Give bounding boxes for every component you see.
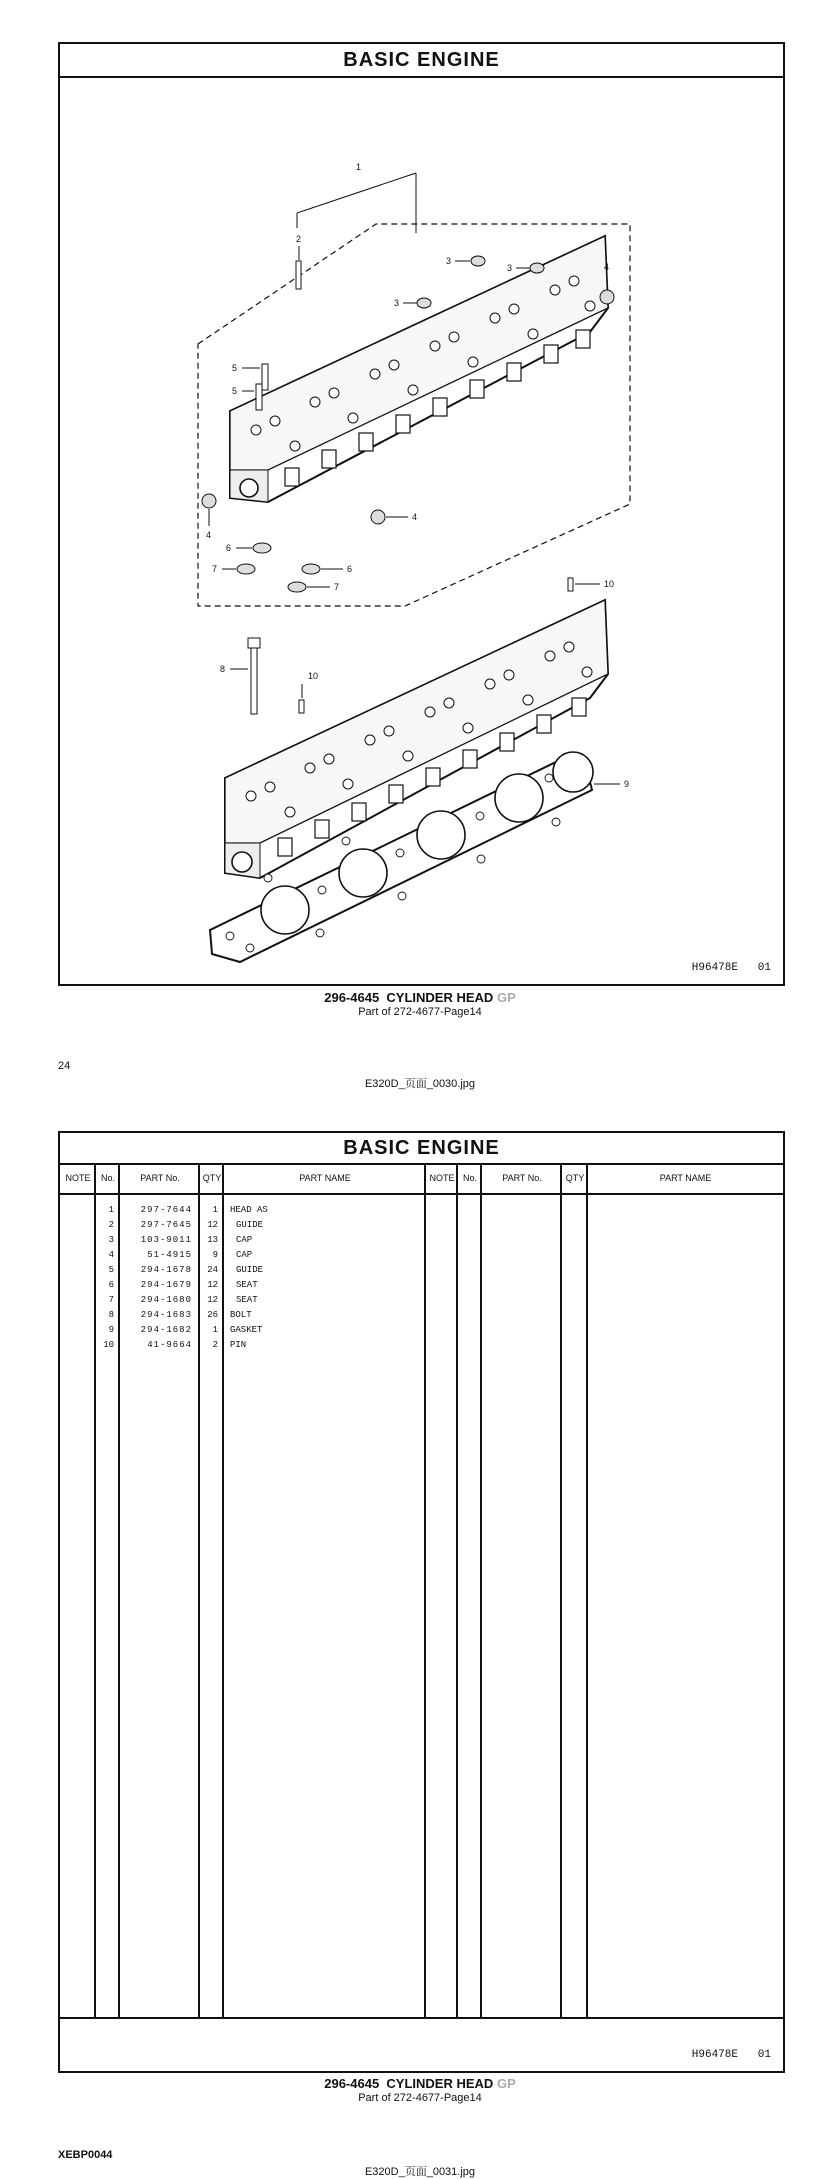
callout-7b: 7 (334, 582, 340, 592)
callout-5a: 5 (232, 363, 238, 373)
bolt-part (248, 638, 260, 714)
header-part-name-2: PART NAME (588, 1163, 783, 1194)
page2-frame (58, 1131, 785, 2073)
row-qty: 1 (212, 1205, 218, 1215)
table-row (60, 1263, 783, 1278)
drawing-code: H96478E 01 (691, 962, 771, 974)
header-note: NOTE (60, 1163, 96, 1194)
exploded-parts-diagram (60, 78, 783, 984)
row-part-number: 294-1678 (140, 1265, 192, 1275)
cap-part (371, 510, 385, 524)
callout-10a: 10 (604, 579, 615, 589)
guide-part (256, 384, 262, 410)
row-no: 7 (108, 1295, 114, 1305)
page1-title: BASIC ENGINE (60, 44, 783, 78)
row-part-name: CAP (236, 1235, 253, 1245)
header-note-2: NOTE (426, 1163, 458, 1194)
row-qty: 24 (207, 1265, 218, 1275)
header-no-2: No. (458, 1163, 482, 1194)
row-no: 2 (108, 1220, 114, 1230)
seat-part (302, 564, 320, 574)
cap-part (417, 298, 431, 308)
callout-6a: 6 (226, 543, 232, 553)
header-qty-2: QTY (562, 1163, 588, 1194)
header-qty: QTY (200, 1163, 224, 1194)
caption-suffix: GP (496, 2076, 516, 2091)
table-row (60, 1278, 783, 1293)
header-no: No. (96, 1163, 120, 1194)
row-no: 8 (108, 1310, 114, 1320)
page1-caption-sub: Part of 272-4677-Page14 (358, 1006, 482, 1018)
cap-part (471, 256, 485, 266)
row-part-name: BOLT (230, 1310, 252, 1320)
seat-part (288, 582, 306, 592)
callout-5b: 5 (232, 386, 238, 396)
seat-part (237, 564, 255, 574)
row-part-number: 297-7645 (140, 1220, 192, 1230)
row-qty: 12 (207, 1295, 218, 1305)
table-row (60, 1338, 783, 1353)
row-qty: 12 (207, 1220, 218, 1230)
callout-6b: 6 (347, 564, 353, 574)
table-header-row (60, 1163, 783, 1194)
parts-list (60, 1203, 783, 1353)
row-part-number: 294-1683 (140, 1310, 192, 1320)
cap-part (202, 494, 216, 508)
seat-part (253, 543, 271, 553)
row-no: 3 (108, 1235, 114, 1245)
page2-title: BASIC ENGINE (60, 1133, 783, 1165)
callout-3a: 3 (446, 256, 452, 266)
page2-filename: E320D_页面_0031.jpg (364, 2166, 476, 2178)
page2-drawing-code: H96478E 01 (691, 2049, 771, 2061)
table-row (60, 1293, 783, 1308)
row-no: 6 (108, 1280, 114, 1290)
caption-part-name: CYLINDER HEAD (386, 2076, 494, 2091)
pin-part (299, 700, 304, 713)
table-row (60, 1248, 783, 1263)
page1-filename: E320D_页面_0030.jpg (364, 1078, 476, 1090)
callout-3c: 3 (394, 298, 400, 308)
row-no: 1 (108, 1205, 114, 1215)
row-qty: 13 (207, 1235, 218, 1245)
parts-table (60, 1163, 783, 1195)
row-part-name: SEAT (236, 1280, 258, 1290)
callout-7a: 7 (212, 564, 218, 574)
row-part-name: SEAT (236, 1295, 258, 1305)
callout-4b: 4 (206, 530, 212, 540)
row-qty: 26 (207, 1310, 218, 1320)
row-qty: 9 (212, 1250, 218, 1260)
caption-suffix: GP (496, 990, 516, 1005)
row-no: 10 (103, 1340, 114, 1350)
table-row (60, 1323, 783, 1338)
row-qty: 12 (207, 1280, 218, 1290)
header-part-no-2: PART No. (482, 1163, 562, 1194)
caption-part-number: 296-4645 (324, 2076, 380, 2091)
row-no: 4 (108, 1250, 114, 1260)
row-part-name: CAP (236, 1250, 253, 1260)
cap-part (600, 290, 614, 304)
row-no: 9 (108, 1325, 114, 1335)
row-part-number: 41-9664 (147, 1340, 192, 1350)
guide-pin (296, 261, 301, 289)
row-part-number: 294-1679 (140, 1280, 192, 1290)
caption-part-number: 296-4645 (324, 990, 380, 1005)
page1-frame (58, 42, 785, 986)
upper-cylinder-head (230, 236, 608, 502)
callout-10b: 10 (308, 671, 319, 681)
callout-4c: 4 (412, 512, 418, 522)
page1-caption (0, 990, 840, 1005)
page-number: 24 (58, 1060, 71, 1072)
row-qty: 1 (212, 1325, 218, 1335)
row-part-name: PIN (230, 1340, 247, 1350)
row-part-number: 297-7644 (140, 1205, 192, 1215)
callout-2: 2 (296, 234, 302, 244)
guide-part (262, 364, 268, 390)
row-part-number: 51-4915 (147, 1250, 192, 1260)
row-no: 5 (108, 1265, 114, 1275)
row-part-name: GUIDE (236, 1265, 264, 1275)
row-part-number: 294-1682 (140, 1325, 192, 1335)
row-part-name: HEAD AS (230, 1205, 268, 1215)
caption-part-name: CYLINDER HEAD (386, 990, 494, 1005)
doc-code: XEBP0044 (58, 2149, 113, 2161)
table-row (60, 1233, 783, 1248)
table-row (60, 1308, 783, 1323)
row-part-number: 294-1680 (140, 1295, 192, 1305)
callout-4a: 4 (604, 262, 610, 272)
row-qty: 2 (212, 1340, 218, 1350)
cap-part (530, 263, 544, 273)
callout-3b: 3 (507, 263, 513, 273)
page2-caption (0, 2076, 840, 2091)
table-row (60, 1218, 783, 1233)
page2-caption-sub: Part of 272-4677-Page14 (358, 2092, 482, 2104)
row-part-name: GUIDE (236, 1220, 264, 1230)
callout-9: 9 (624, 779, 630, 789)
row-part-name: GASKET (230, 1325, 263, 1335)
table-row (60, 1203, 783, 1218)
callout-1: 1 (356, 162, 362, 172)
callout-8: 8 (220, 664, 226, 674)
row-part-number: 103-9011 (140, 1235, 192, 1245)
header-part-no: PART No. (120, 1163, 200, 1194)
pin-part (568, 578, 573, 591)
header-part-name: PART NAME (224, 1163, 426, 1194)
